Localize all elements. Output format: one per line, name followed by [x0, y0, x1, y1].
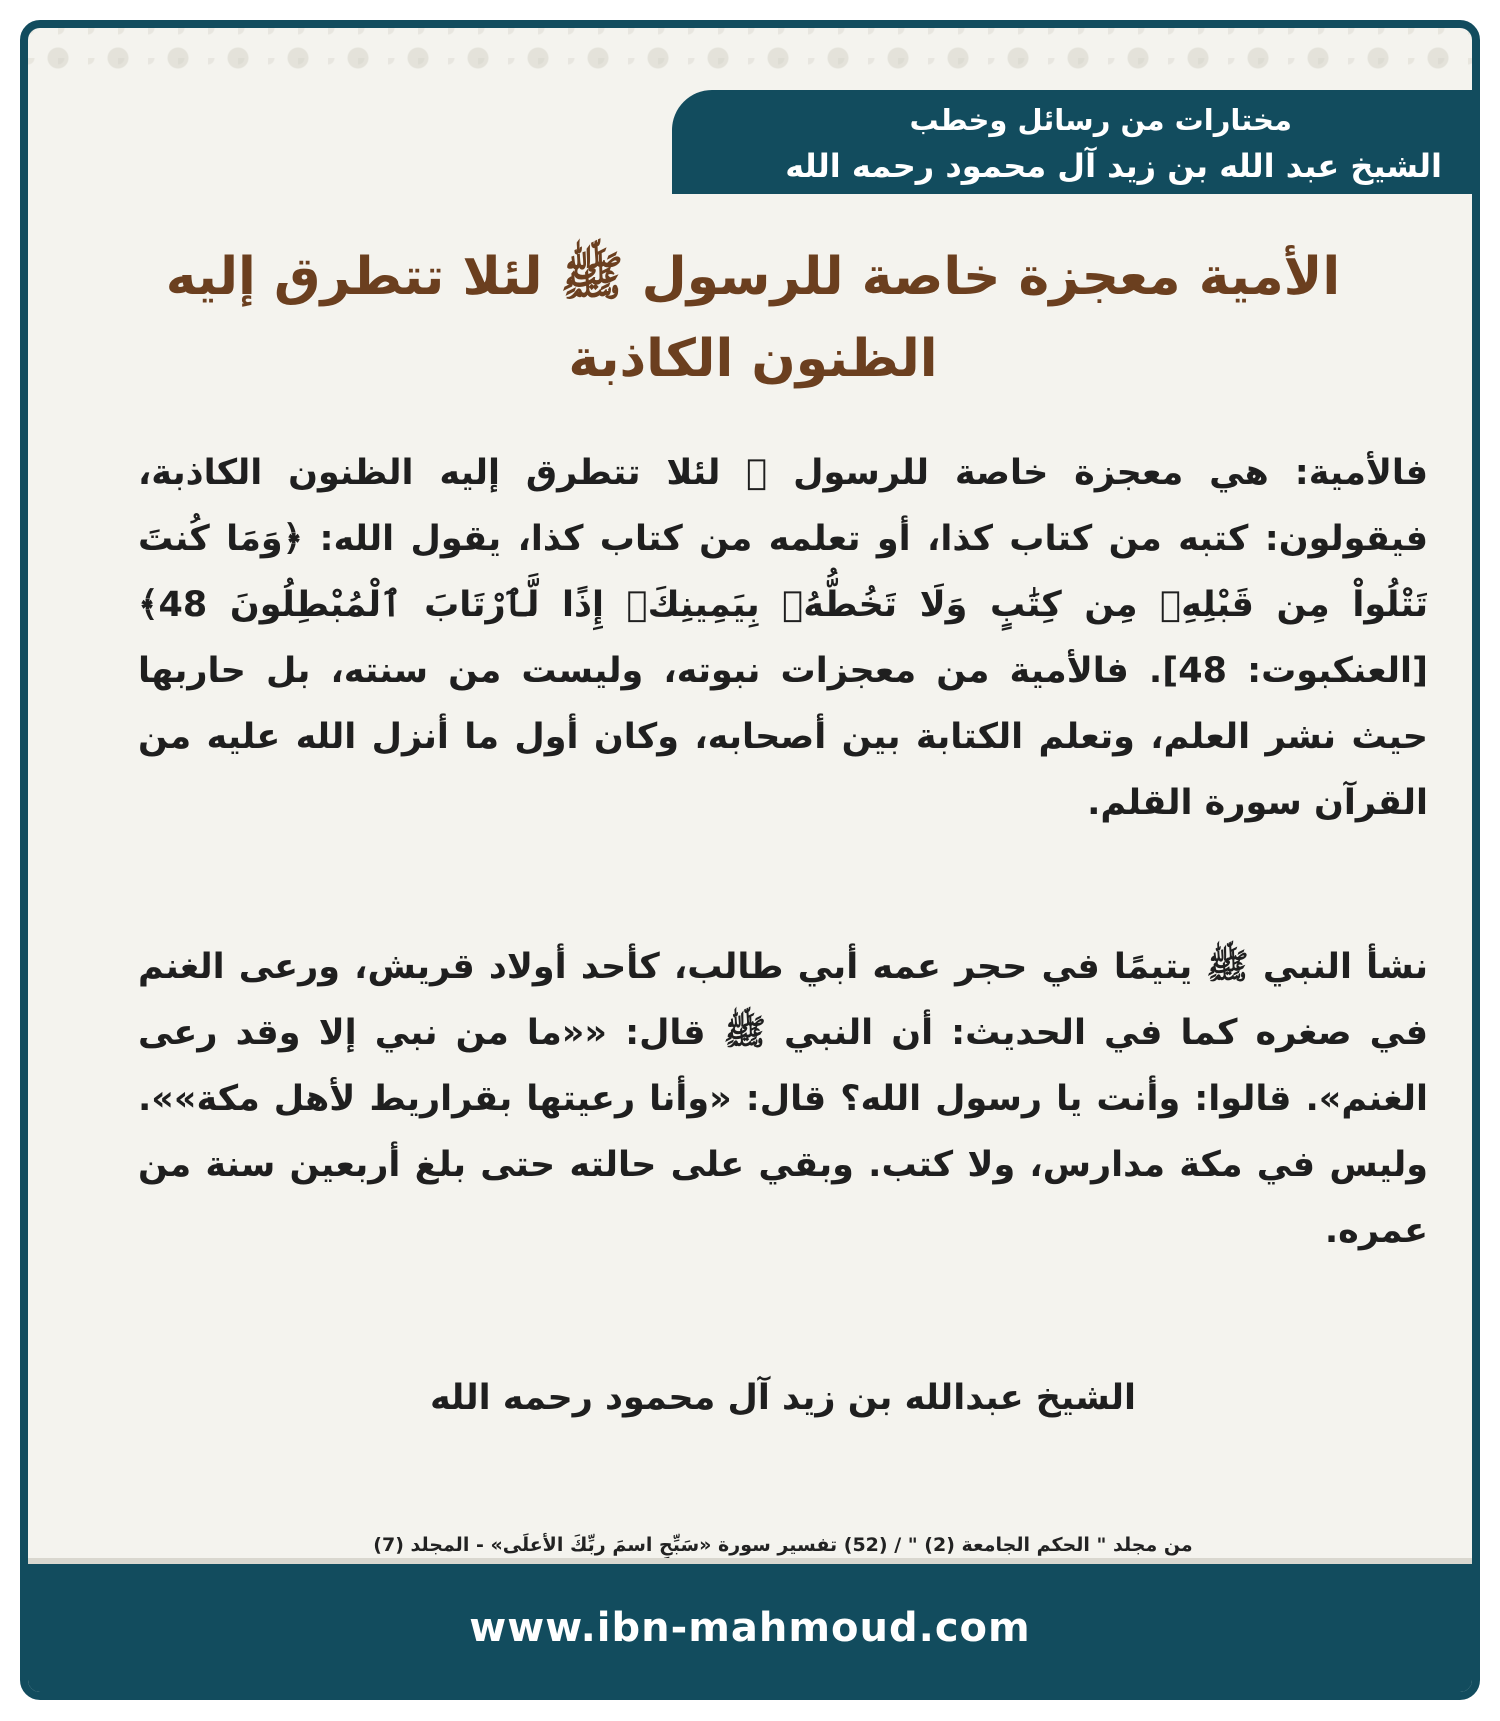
body-paragraph-2: نشأ النبي ﷺ يتيمًا في حجر عمه أبي طالب، كأحد أولاد قريش، ورعى الغنم في صغره كما في الحديث: أن النبي ﷺ قال: ««ما من نبي إلا وقد رعى الغنم». قالوا: وأنت يا رسول الله؟ قال: «وأنا رعيتها بقراريط لأهل مكة»». وليس في مكة مدارس، ولا كتب. وبقي على حالته حتى بلغ أربعين سنة من عمره.	[138, 947, 1428, 1251]
header-banner	[672, 90, 1472, 194]
header-series-title: مختارات من رسائل وخطب	[909, 103, 1292, 137]
decorative-pattern	[28, 28, 1472, 88]
card-frame	[20, 20, 1480, 1700]
source-citation: من مجلد " الحكم الجامعة (2) " / (52) تفسير سورة «سَبِّحِ اسمَ ربِّكَ الأعلَى» - المجلد (7)	[373, 1534, 1193, 1556]
footer-bar	[28, 1558, 1472, 1692]
page-title: الأمية معجزة خاصة للرسول ﷺ لئلا تتطرق إليه الظنون الكاذبة	[165, 247, 1341, 389]
header-author: الشيخ عبد الله بن زيد آل محمود رحمه الله	[785, 147, 1442, 185]
author-signature: الشيخ عبدالله بن زيد آل محمود رحمه الله	[429, 1378, 1137, 1418]
website-link[interactable]: www.ibn-mahmoud.com	[469, 1605, 1031, 1651]
body-paragraph-1: فالأمية: هي معجزة خاصة للرسول ﷺ لئلا تتطرق إليه الظنون الكاذبة، فيقولون: كتبه من كتاب كذا، أو تعلمه من كتاب كذا، يقول الله: ﴿وَمَا كُنتَ تَتْلُواْ مِن قَبْلِهِۦ مِن كِتَٰبٍ وَلَا تَخُطُّهُۥ بِيَمِينِكَۖ إِذًا لَّٱرْتَابَ ٱلْمُبْطِلُونَ 48﴾ [العنكبوت: 48]. فالأمية من معجزات نبوته، وليست من سنته، بل حاربها حيث نشر العلم، وتعلم الكتابة بين أصحابه، وكان أول ما أنزل الله عليه من القرآن سورة القلم.	[138, 453, 1428, 823]
